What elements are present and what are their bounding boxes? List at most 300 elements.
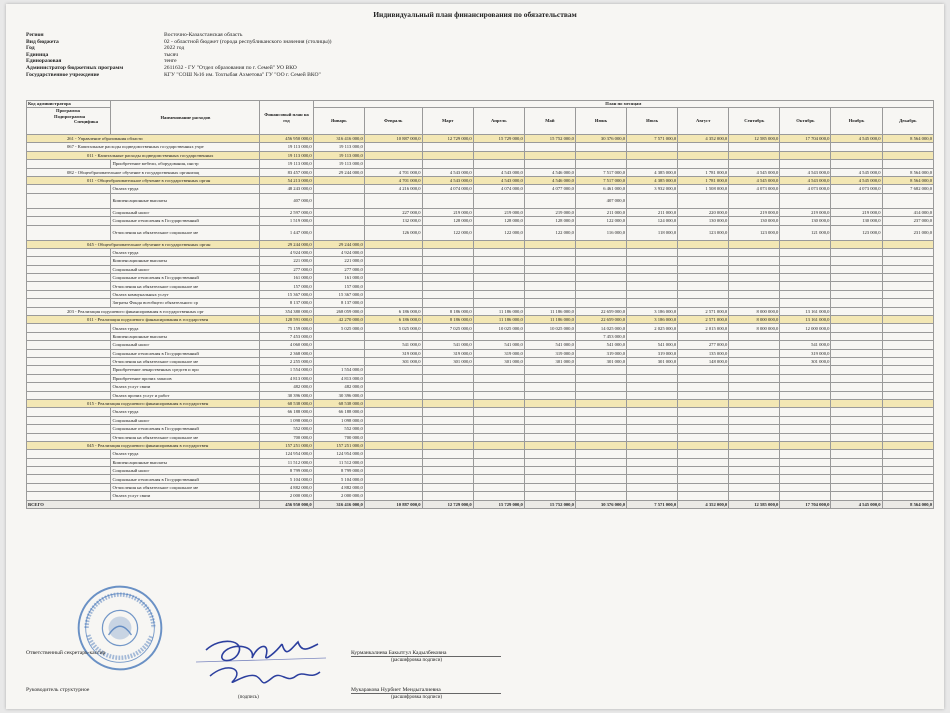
- cell-month: [831, 450, 882, 458]
- row-code: [27, 217, 111, 225]
- cell-january: 8 137 000,0: [313, 299, 364, 307]
- cell-month: 17 704 000,0: [780, 135, 831, 143]
- cell-january: 552 000,0: [313, 425, 364, 433]
- cell-month: 4 543 000,0: [473, 176, 524, 184]
- cell-month: 4 352 000,0: [678, 500, 729, 508]
- cell-month: [364, 475, 422, 483]
- cell-month: [575, 450, 626, 458]
- cell-month: 319 000,0: [364, 349, 422, 357]
- table-row: [27, 441, 934, 449]
- cell-month: [831, 290, 882, 298]
- header-name: Наименование расходов: [111, 101, 260, 135]
- cell-month: [524, 492, 575, 500]
- cell-annual: 2 000 000,0: [260, 492, 313, 500]
- row-code: 203 - Реализация подушевого финансирования в государственных орг: [27, 307, 260, 315]
- cell-month: 219 000,0: [780, 208, 831, 216]
- cell-month: 123 000,0: [831, 225, 882, 240]
- cell-month: [780, 193, 831, 208]
- cell-month: [575, 257, 626, 265]
- cell-month: [524, 332, 575, 340]
- cell-month: [882, 357, 933, 365]
- cell-month: [780, 441, 831, 449]
- cell-month: [780, 475, 831, 483]
- cell-month: [831, 151, 882, 159]
- cell-month: [831, 483, 882, 491]
- cell-month: [882, 274, 933, 282]
- cell-month: [575, 391, 626, 399]
- header-code-admin: Код администратора: [27, 101, 111, 108]
- cell-month: [627, 467, 678, 475]
- row-code: [27, 374, 111, 382]
- financing-plan-table: [26, 100, 934, 509]
- row-code: [27, 341, 111, 349]
- cell-month: [831, 425, 882, 433]
- cell-month: 128 000,0: [473, 217, 524, 225]
- cell-month: [473, 240, 524, 248]
- cell-month: [422, 143, 473, 151]
- cell-month: [831, 399, 882, 407]
- cell-month: [575, 475, 626, 483]
- cell-january: 157 000,0: [313, 282, 364, 290]
- cell-month: 541 000,0: [524, 341, 575, 349]
- cell-month: [575, 433, 626, 441]
- meta-label: Регион: [26, 32, 44, 38]
- cell-month: [882, 240, 933, 248]
- cell-month: [364, 265, 422, 273]
- cell-january: 19 113 000,0: [313, 160, 364, 168]
- cell-month: [831, 143, 882, 151]
- cell-month: 121 000,0: [780, 225, 831, 240]
- cell-month: [729, 450, 780, 458]
- cell-month: [678, 374, 729, 382]
- cell-annual: 75 159 000,0: [260, 324, 313, 332]
- cell-month: 4 073 000,0: [780, 185, 831, 193]
- cell-month: [729, 408, 780, 416]
- cell-january: 268 059 000,0: [313, 307, 364, 315]
- cell-month: [831, 357, 882, 365]
- cell-january: 1 554 000,0: [313, 366, 364, 374]
- cell-month: 319 000,0: [422, 349, 473, 357]
- row-name: Социальный налог: [111, 265, 260, 273]
- cell-month: [831, 282, 882, 290]
- cell-month: [575, 458, 626, 466]
- header-month: Август: [678, 108, 729, 135]
- cell-month: [473, 282, 524, 290]
- cell-annual: 128 591 000,0: [260, 316, 313, 324]
- cell-month: [524, 257, 575, 265]
- cell-annual: 2 368 000,0: [260, 349, 313, 357]
- cell-month: [422, 282, 473, 290]
- header-month: Июнь: [575, 108, 626, 135]
- cell-annual: 68 538 000,0: [260, 399, 313, 407]
- cell-month: [473, 257, 524, 265]
- row-code: [27, 257, 111, 265]
- row-code: 082 - Общеобразовательное обучение в государственных организац: [27, 168, 260, 176]
- cell-month: [627, 483, 678, 491]
- row-name: Приобретение лекарственных средств и про: [111, 366, 260, 374]
- cell-month: [422, 441, 473, 449]
- cell-month: [422, 483, 473, 491]
- table-row: [27, 458, 934, 466]
- row-name: Компенсационные выплаты: [111, 193, 260, 208]
- cell-month: 135 000,0: [678, 349, 729, 357]
- cell-month: [627, 441, 678, 449]
- cell-annual: 157 251 000,0: [260, 441, 313, 449]
- cell-month: [575, 467, 626, 475]
- header-month: Октябрь: [780, 108, 831, 135]
- cell-month: [678, 416, 729, 424]
- row-code: [27, 208, 111, 216]
- cell-month: [575, 160, 626, 168]
- cell-month: [627, 450, 678, 458]
- row-code: [27, 492, 111, 500]
- cell-month: [473, 399, 524, 407]
- cell-month: [627, 240, 678, 248]
- cell-annual: 700 000,0: [260, 433, 313, 441]
- cell-month: [627, 193, 678, 208]
- row-code: 261 - Управление образования области: [27, 135, 260, 143]
- header-month: Январь: [313, 108, 364, 135]
- cell-january: [313, 208, 364, 216]
- cell-month: 6 186 000,0: [364, 307, 422, 315]
- cell-month: 219 000,0: [473, 208, 524, 216]
- cell-month: [473, 290, 524, 298]
- row-name: Отчисления на обязательное социальное ме: [111, 433, 260, 441]
- header-month: Июль: [627, 108, 678, 135]
- cell-month: [882, 399, 933, 407]
- cell-month: [627, 458, 678, 466]
- cell-annual: 19 113 000,0: [260, 143, 313, 151]
- cell-month: [524, 366, 575, 374]
- cell-month: [780, 483, 831, 491]
- cell-month: [364, 458, 422, 466]
- cell-month: 7 571 000,0: [627, 135, 678, 143]
- meta-row: [26, 65, 564, 72]
- cell-month: [422, 475, 473, 483]
- cell-month: 7 517 000,0: [575, 168, 626, 176]
- table-row: [27, 408, 934, 416]
- cell-january: 4 813 000,0: [313, 374, 364, 382]
- row-code: [27, 185, 111, 193]
- table-row: [27, 160, 934, 168]
- cell-month: [678, 425, 729, 433]
- row-name: Социальный налог: [111, 416, 260, 424]
- table-row: [27, 151, 934, 159]
- cell-january: 157 251 000,0: [313, 441, 364, 449]
- cell-month: 148 000,0: [678, 357, 729, 365]
- cell-month: [729, 366, 780, 374]
- cell-month: 4 701 000,0: [364, 176, 422, 184]
- cell-month: [627, 265, 678, 273]
- cell-month: [882, 483, 933, 491]
- header-month: Февраль: [364, 108, 422, 135]
- cell-month: 14 025 000,0: [575, 324, 626, 332]
- cell-month: [780, 290, 831, 298]
- cell-month: 130 000,0: [780, 217, 831, 225]
- cell-month: [364, 299, 422, 307]
- cell-month: [831, 332, 882, 340]
- table-row: [27, 399, 934, 407]
- cell-month: [422, 467, 473, 475]
- cell-month: [678, 408, 729, 416]
- cell-month: [473, 143, 524, 151]
- cell-january: 42 270 000,0: [313, 316, 364, 324]
- cell-month: [473, 265, 524, 273]
- cell-month: 220 000,0: [678, 208, 729, 216]
- meta-value: 2611632 - ГУ "Отдел образования по г. Семей" УО ВКО: [164, 64, 297, 71]
- table-row: [27, 274, 934, 282]
- cell-month: [575, 282, 626, 290]
- header-specifics: Специфика: [74, 119, 98, 125]
- cell-january: 316 416 000,0: [313, 135, 364, 143]
- cell-month: [473, 441, 524, 449]
- cell-month: [729, 357, 780, 365]
- cell-month: [422, 257, 473, 265]
- cell-month: [524, 433, 575, 441]
- cell-january: 277 000,0: [313, 265, 364, 273]
- cell-month: [678, 151, 729, 159]
- cell-month: [524, 458, 575, 466]
- cell-month: 15 729 000,0: [473, 500, 524, 508]
- cell-month: [473, 492, 524, 500]
- row-code: [27, 160, 111, 168]
- table-row: [27, 416, 934, 424]
- header-codes: [27, 108, 111, 135]
- cell-month: [780, 282, 831, 290]
- cell-january: 1 098 000,0: [313, 416, 364, 424]
- table-row: [27, 433, 934, 441]
- cell-month: [364, 282, 422, 290]
- table-row: [27, 316, 934, 324]
- meta-value: Восточно-Казахстанская область: [164, 32, 243, 38]
- cell-month: 4 545 000,0: [729, 176, 780, 184]
- cell-month: [831, 416, 882, 424]
- cell-month: [627, 299, 678, 307]
- table-row: [27, 282, 934, 290]
- cell-month: [473, 483, 524, 491]
- cell-month: [729, 433, 780, 441]
- cell-month: [831, 307, 882, 315]
- cell-month: 211 000,0: [575, 208, 626, 216]
- cell-month: [831, 299, 882, 307]
- cell-month: 8 564 000,0: [882, 135, 933, 143]
- table-row: [27, 332, 934, 340]
- cell-month: 4 545 000,0: [831, 176, 882, 184]
- table-row: [27, 374, 934, 382]
- cell-month: [882, 408, 933, 416]
- cell-month: [729, 492, 780, 500]
- cell-month: 3 186 000,0: [627, 316, 678, 324]
- cell-month: [678, 257, 729, 265]
- cell-month: [524, 282, 575, 290]
- cell-january: [313, 193, 364, 208]
- cell-month: [678, 143, 729, 151]
- cell-month: [882, 492, 933, 500]
- cell-month: [831, 441, 882, 449]
- cell-month: 12 585 000,0: [729, 500, 780, 508]
- cell-month: 10 025 000,0: [473, 324, 524, 332]
- cell-month: 541 000,0: [364, 341, 422, 349]
- row-code: [27, 450, 111, 458]
- cell-annual: 456 950 000,0: [260, 500, 313, 508]
- cell-january: 19 113 000,0: [313, 151, 364, 159]
- cell-month: 541 000,0: [422, 341, 473, 349]
- cell-month: 22 659 000,0: [575, 307, 626, 315]
- cell-month: [882, 341, 933, 349]
- cell-month: [422, 399, 473, 407]
- cell-january: 4 924 000,0: [313, 248, 364, 256]
- cell-month: [678, 290, 729, 298]
- cell-month: [831, 433, 882, 441]
- row-name: Оплата труда: [111, 324, 260, 332]
- cell-month: 130 000,0: [831, 217, 882, 225]
- cell-month: 8 564 000,0: [882, 168, 933, 176]
- cell-month: 8 186 000,0: [422, 316, 473, 324]
- document-meta: [26, 32, 564, 78]
- cell-month: [627, 391, 678, 399]
- cell-month: [729, 475, 780, 483]
- cell-month: [524, 416, 575, 424]
- cell-month: [524, 299, 575, 307]
- cell-month: 319 000,0: [524, 349, 575, 357]
- cell-month: 130 000,0: [678, 217, 729, 225]
- table-row: [27, 240, 934, 248]
- cell-month: [780, 366, 831, 374]
- cell-month: [524, 143, 575, 151]
- cell-annual: 54 213 000,0: [260, 176, 313, 184]
- cell-month: [627, 274, 678, 282]
- table-row: [27, 168, 934, 176]
- cell-january: 221 000,0: [313, 257, 364, 265]
- cell-annual: 19 113 000,0: [260, 160, 313, 168]
- cell-month: [831, 341, 882, 349]
- cell-month: [678, 248, 729, 256]
- meta-row: [26, 39, 564, 46]
- cell-month: 1 508 000,0: [678, 185, 729, 193]
- cell-month: 4 074 000,0: [473, 185, 524, 193]
- cell-month: [831, 316, 882, 324]
- table-row: [27, 299, 934, 307]
- cell-january: [313, 185, 364, 193]
- row-name: Оплата труда: [111, 408, 260, 416]
- cell-month: 4 073 000,0: [729, 185, 780, 193]
- cell-month: 4 546 000,0: [524, 176, 575, 184]
- row-code: [27, 290, 111, 298]
- cell-january: 11 512 000,0: [313, 458, 364, 466]
- cell-month: [422, 274, 473, 282]
- cell-month: [882, 143, 933, 151]
- cell-annual: 29 244 000,0: [260, 240, 313, 248]
- row-name: Социальный налог: [111, 208, 260, 216]
- cell-month: [882, 475, 933, 483]
- table-row: [27, 225, 934, 240]
- cell-month: 4 543 000,0: [473, 168, 524, 176]
- cell-month: [364, 193, 422, 208]
- header-month: Март: [422, 108, 473, 135]
- cell-month: [627, 290, 678, 298]
- cell-january: 5 104 000,0: [313, 475, 364, 483]
- row-name: Компенсационные выплаты: [111, 332, 260, 340]
- cell-month: [729, 160, 780, 168]
- row-name: Приобретение мебели, оборудования, инстр: [111, 160, 260, 168]
- cell-month: [678, 483, 729, 491]
- cell-month: [575, 143, 626, 151]
- cell-month: [729, 374, 780, 382]
- meta-label: Государственное учреждение: [26, 71, 100, 78]
- head-name: Мукаракова Нурбиет Мендыгалиевна: [351, 687, 501, 694]
- header-annual: Финансовый план на год: [260, 101, 313, 135]
- cell-month: 4 073 000,0: [831, 185, 882, 193]
- cell-month: [780, 458, 831, 466]
- cell-month: [524, 467, 575, 475]
- cell-january: [313, 357, 364, 365]
- cell-month: [524, 425, 575, 433]
- cell-month: [473, 383, 524, 391]
- cell-annual: 552 000,0: [260, 425, 313, 433]
- cell-month: 7 682 000,0: [882, 185, 933, 193]
- cell-month: 301 000,0: [364, 357, 422, 365]
- header-subprogram: Подпрограмма: [54, 113, 86, 119]
- cell-month: 128 000,0: [422, 217, 473, 225]
- cell-month: 122 000,0: [422, 225, 473, 240]
- cell-month: [780, 492, 831, 500]
- row-name: Отчисления на обязательное социальное ме: [111, 225, 260, 240]
- cell-month: [575, 366, 626, 374]
- cell-month: [780, 160, 831, 168]
- cell-month: 118 000,0: [627, 225, 678, 240]
- row-code: [27, 425, 111, 433]
- row-code: [27, 467, 111, 475]
- meta-row: [26, 52, 564, 59]
- cell-month: [575, 374, 626, 382]
- cell-month: [882, 433, 933, 441]
- cell-month: [678, 193, 729, 208]
- cell-month: [364, 290, 422, 298]
- cell-january: 124 954 000,0: [313, 450, 364, 458]
- row-code: 011 - Капитальные расходы подведомственных государственных: [27, 151, 260, 159]
- cell-month: [729, 240, 780, 248]
- row-code: [27, 193, 111, 208]
- cell-month: [831, 366, 882, 374]
- cell-month: [364, 274, 422, 282]
- cell-month: [729, 248, 780, 256]
- table-row: [27, 349, 934, 357]
- cell-month: 4 701 000,0: [364, 168, 422, 176]
- cell-month: [831, 391, 882, 399]
- cell-month: 15 729 000,0: [473, 135, 524, 143]
- cell-month: [882, 458, 933, 466]
- cell-month: [364, 240, 422, 248]
- row-name: Оплата услуг связи: [111, 492, 260, 500]
- row-name: Компенсационные выплаты: [111, 458, 260, 466]
- cell-annual: 221 000,0: [260, 257, 313, 265]
- cell-month: [780, 391, 831, 399]
- cell-month: 541 000,0: [473, 341, 524, 349]
- cell-month: [678, 391, 729, 399]
- cell-month: [678, 366, 729, 374]
- header-month: Апрель: [473, 108, 524, 135]
- cell-month: 123 000,0: [729, 225, 780, 240]
- cell-month: [678, 282, 729, 290]
- cell-annual: 157 000,0: [260, 282, 313, 290]
- cell-month: [524, 193, 575, 208]
- cell-month: [627, 425, 678, 433]
- table-row: [27, 307, 934, 315]
- cell-month: [780, 248, 831, 256]
- cell-month: [780, 416, 831, 424]
- cell-month: 122 000,0: [524, 225, 575, 240]
- cell-month: [575, 416, 626, 424]
